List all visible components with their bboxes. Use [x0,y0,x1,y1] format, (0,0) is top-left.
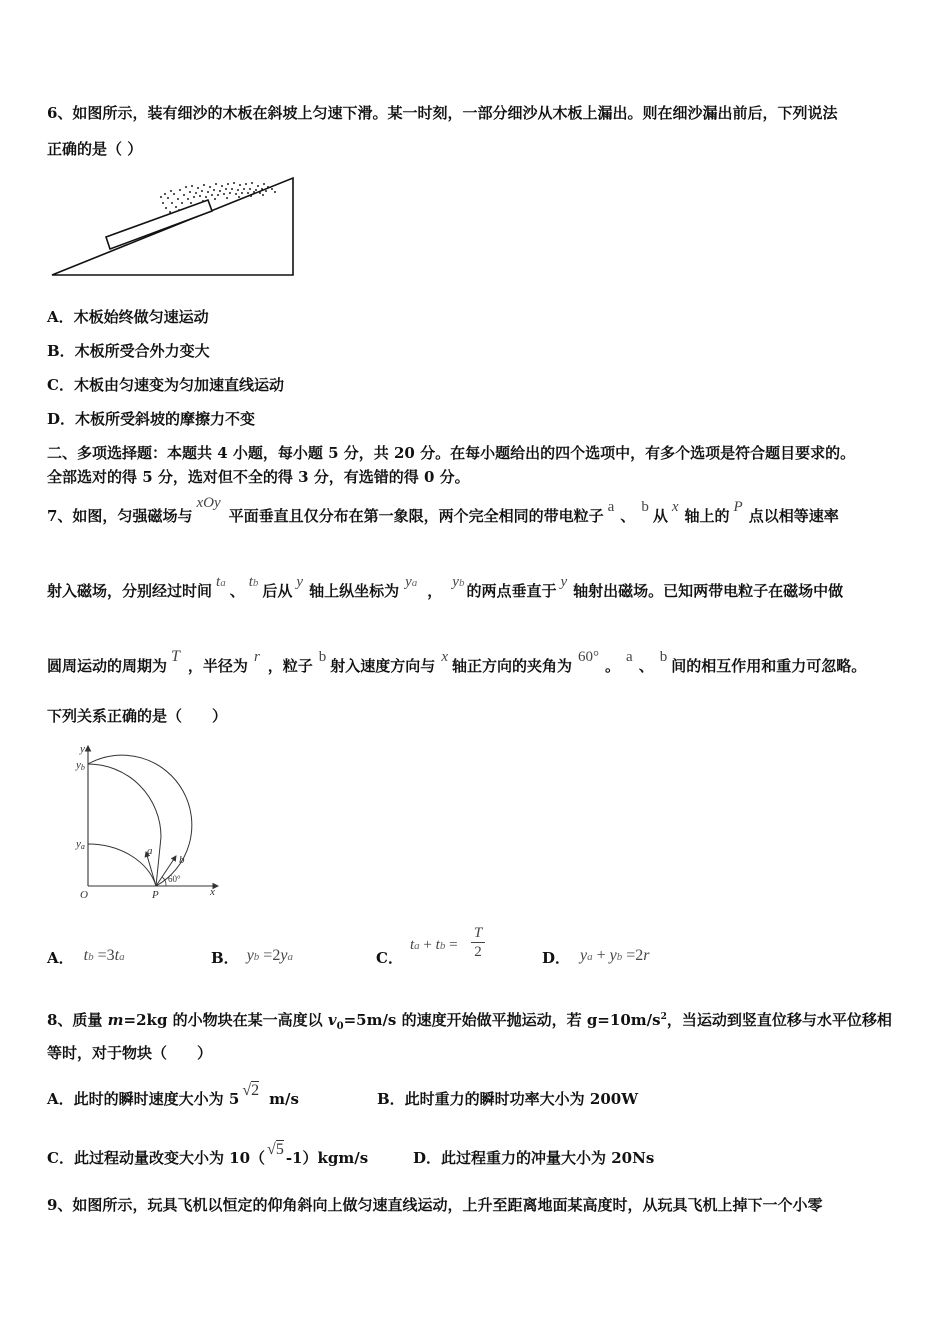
q7-math: y [296,574,304,590]
q7-stem-line1 [47,495,839,527]
q8-text: =2kg 的小物块在某一高度以 [123,1011,328,1029]
q8-option-a-sqrt: √2 [242,1082,260,1099]
q7-text: 。 [605,657,621,675]
q7-math-op: =2 [622,947,644,964]
q7-math-sub: b [253,951,260,963]
q6-option-b: B．木板所受合外力变大 [47,342,210,360]
q8-sqrt-radicand: 5 [275,1141,284,1158]
q7-text: 圆周运动的周期为 [47,657,168,675]
q7-text: ，粒子 [267,657,313,675]
q7-math-var: y [280,947,288,964]
q8-stem-line1 [47,1007,892,1037]
q7-math-sub: a [220,577,226,589]
q7-math [216,574,226,590]
q8-option-a-unit: m/s [269,1090,299,1108]
q7-math: b [318,649,327,665]
q7-math-var: y [580,947,588,964]
q7-text: 、 [620,507,636,525]
q7-text: 、 [638,657,654,675]
q7-math: y [560,574,568,590]
q6-option-a: A．木板始终做匀速运动 [47,308,209,326]
q8-sqrt-radicand: 2 [251,1082,260,1099]
q7-option-d-label: D． [542,949,571,967]
q8-option-c-text: C．此过程动量改变大小为 10（ [47,1149,266,1167]
q7-text: 轴正方向的夹角为 [451,657,572,675]
q7-math-sub: a [411,577,418,589]
q6-option-c: C．木板由匀速变为匀加速直线运动 [47,376,284,394]
q7-figure-yb-var: y [76,759,81,771]
q7-text: 间的相互作用和重力可忽略。 [671,657,867,675]
q7-math-var: t [83,947,89,964]
q7-math-sub: a [287,951,293,963]
q7-math: x [671,499,679,515]
q7-option-d-expr [580,947,650,964]
q7-math-sub: b [252,577,259,589]
q7-figure-ya-sub: a [80,842,85,851]
q8-stem-line2: 等时，对于物块（ ） [47,1044,213,1062]
q8-option-a [47,1082,299,1110]
q7-figure [70,740,220,900]
q7-math: x [441,649,448,665]
q7-math-var: t [410,937,415,953]
q7-figure-b-label: b [179,854,185,866]
q7-figure-yb-label [75,759,85,772]
q7-text: 点以相等速率 [748,507,839,525]
q7-option-c [376,925,483,968]
q8-option-a-text: A．此时的瞬时速度大小为 5 [47,1090,240,1108]
q7-option-d [542,948,650,970]
q7-text: 平面垂直且仅分布在第一象限，两个完全相同的带电粒子 [228,507,604,525]
q7-fraction-num: T [471,924,485,943]
q7-math-op: =2 [259,947,281,964]
q7-math-op: =3 [93,947,115,964]
q6-stem-line1: 6、如图所示，装有细沙的木板在斜坡上匀速下滑。某一时刻，一部分细沙从木板上漏出。则在细沙漏出前后，下列说法 [47,104,838,122]
q7-figure-yb-sub: b [80,763,85,772]
q7-fraction-den: 2 [474,944,482,960]
q8-text: ，当运动到竖直位移与水平位移相 [666,1011,892,1029]
q7-math [405,574,417,590]
q7-stem-line3 [47,648,867,677]
q7-math-sub: b [616,951,623,963]
q7-math-sub: b [439,940,446,952]
q7-figure-x-label: x [210,886,215,898]
q9-stem-line1: 9、如图所示，玩具飞机以恒定的仰角斜向上做匀速直线运动，上升至距离地面某高度时，从玩具飞机上掉下一个小零 [47,1196,823,1214]
section2-heading-line1: 二、多项选择题：本题共 4 小题，每小题 5 分，共 20 分。在每小题给出的四个选项中，有多个选项是符合题目要求的。 [47,444,856,462]
q7-option-c-expr [410,935,458,956]
q8-math: v [327,1011,337,1029]
q7-option-b [211,948,293,970]
q8-math-sub: 0 [336,1021,344,1032]
q7-math-sub: a [414,940,420,952]
q7-math-sub: b [458,577,465,589]
q7-figure-ya-label [75,838,85,851]
q7-math-op: + [592,947,610,964]
q8-option-d: D．此过程重力的冲量大小为 20Ns [413,1149,655,1167]
q7-math: xOy [196,495,221,511]
q7-stem-line2 [47,574,844,603]
q7-math: T [171,648,180,665]
q7-math [249,574,259,590]
section2-heading-line2: 全部选对的得 5 分，选对但不全的得 3 分，有选错的得 0 分。 [47,468,470,486]
q7-math-var: y [246,947,254,964]
q6-stem-line2: 正确的是（ ） [47,140,143,158]
q7-text: ，半径为 [187,657,248,675]
q8-option-c-sqrt: √5 [267,1141,284,1158]
q7-text: 从 [652,507,668,525]
q7-math: a [607,499,615,515]
q7-option-c-label: C． [376,949,403,967]
q7-text: 、 [229,582,245,600]
q8-text: 8、质量 [47,1011,108,1029]
q7-figure-angle-label: 60° [168,874,181,884]
q7-figure-origin-label: O [80,889,88,901]
q7-math: 60° [578,649,599,665]
q7-math-var: t [435,937,440,953]
q7-option-a-expr [84,947,125,964]
q6-incline-figure [48,170,308,280]
q7-math-var: r [643,947,650,964]
q7-text: 射入磁场，分别经过时间 [47,582,213,600]
q7-figure-ya-var: y [76,838,81,850]
q6-option-d: D．木板所受斜坡的摩擦力不变 [47,410,256,428]
q7-math-var: y [452,574,459,590]
q7-math-var: t [248,574,253,590]
q7-math: b [659,649,668,665]
q7-figure-p-label: P [152,889,159,901]
q7-math: P [733,499,743,515]
q7-text: 后从 [262,582,293,600]
q7-math [452,574,464,590]
q7-text: 的两点垂直于 [466,582,557,600]
q7-text: 轴上的 [684,507,730,525]
q7-math-var: t [216,574,221,590]
q7-option-c-fraction [471,924,485,961]
q8-math: m [107,1011,124,1029]
q7-text: 轴上纵坐标为 [309,582,400,600]
q7-option-a-label: A． [47,949,74,967]
q7-math-op: + [419,937,436,953]
q7-math-op: = [445,937,458,953]
q7-text: ， [427,582,443,600]
q8-math-sup: 2 [660,1012,667,1022]
q8-option-b: B．此时重力的瞬时功率大小为 200W [377,1090,639,1108]
q7-math-var: t [114,947,120,964]
q7-math: a [626,649,633,665]
q7-text: 射入速度方向与 [330,657,436,675]
q8-option-c-unit: -1）kgm/s [285,1149,369,1167]
q7-option-b-label: B． [211,949,239,967]
q8-option-c [47,1141,369,1169]
q7-figure-a-label: a [147,845,153,857]
q7-figure-y-label: y [80,743,85,755]
q7-math-sub: b [88,951,94,963]
q7-stem-line4: 下列关系正确的是（ ） [47,707,228,725]
q8-text: =5m/s 的速度开始做平抛运动，若 g=10m/s [343,1011,661,1029]
q7-math: r [253,649,260,665]
q7-math-var: y [405,574,412,590]
q7-text: 轴射出磁场。已知两带电粒子在磁场中做 [573,582,844,600]
q7-option-a [47,948,125,970]
q7-math: b [641,499,649,515]
q7-text: 7、如图，匀强磁场与 [47,507,193,525]
q7-math-var: y [609,947,617,964]
q7-option-b-expr [247,947,293,964]
q7-math-sub: a [587,951,593,963]
q7-math-sub: a [119,951,125,963]
